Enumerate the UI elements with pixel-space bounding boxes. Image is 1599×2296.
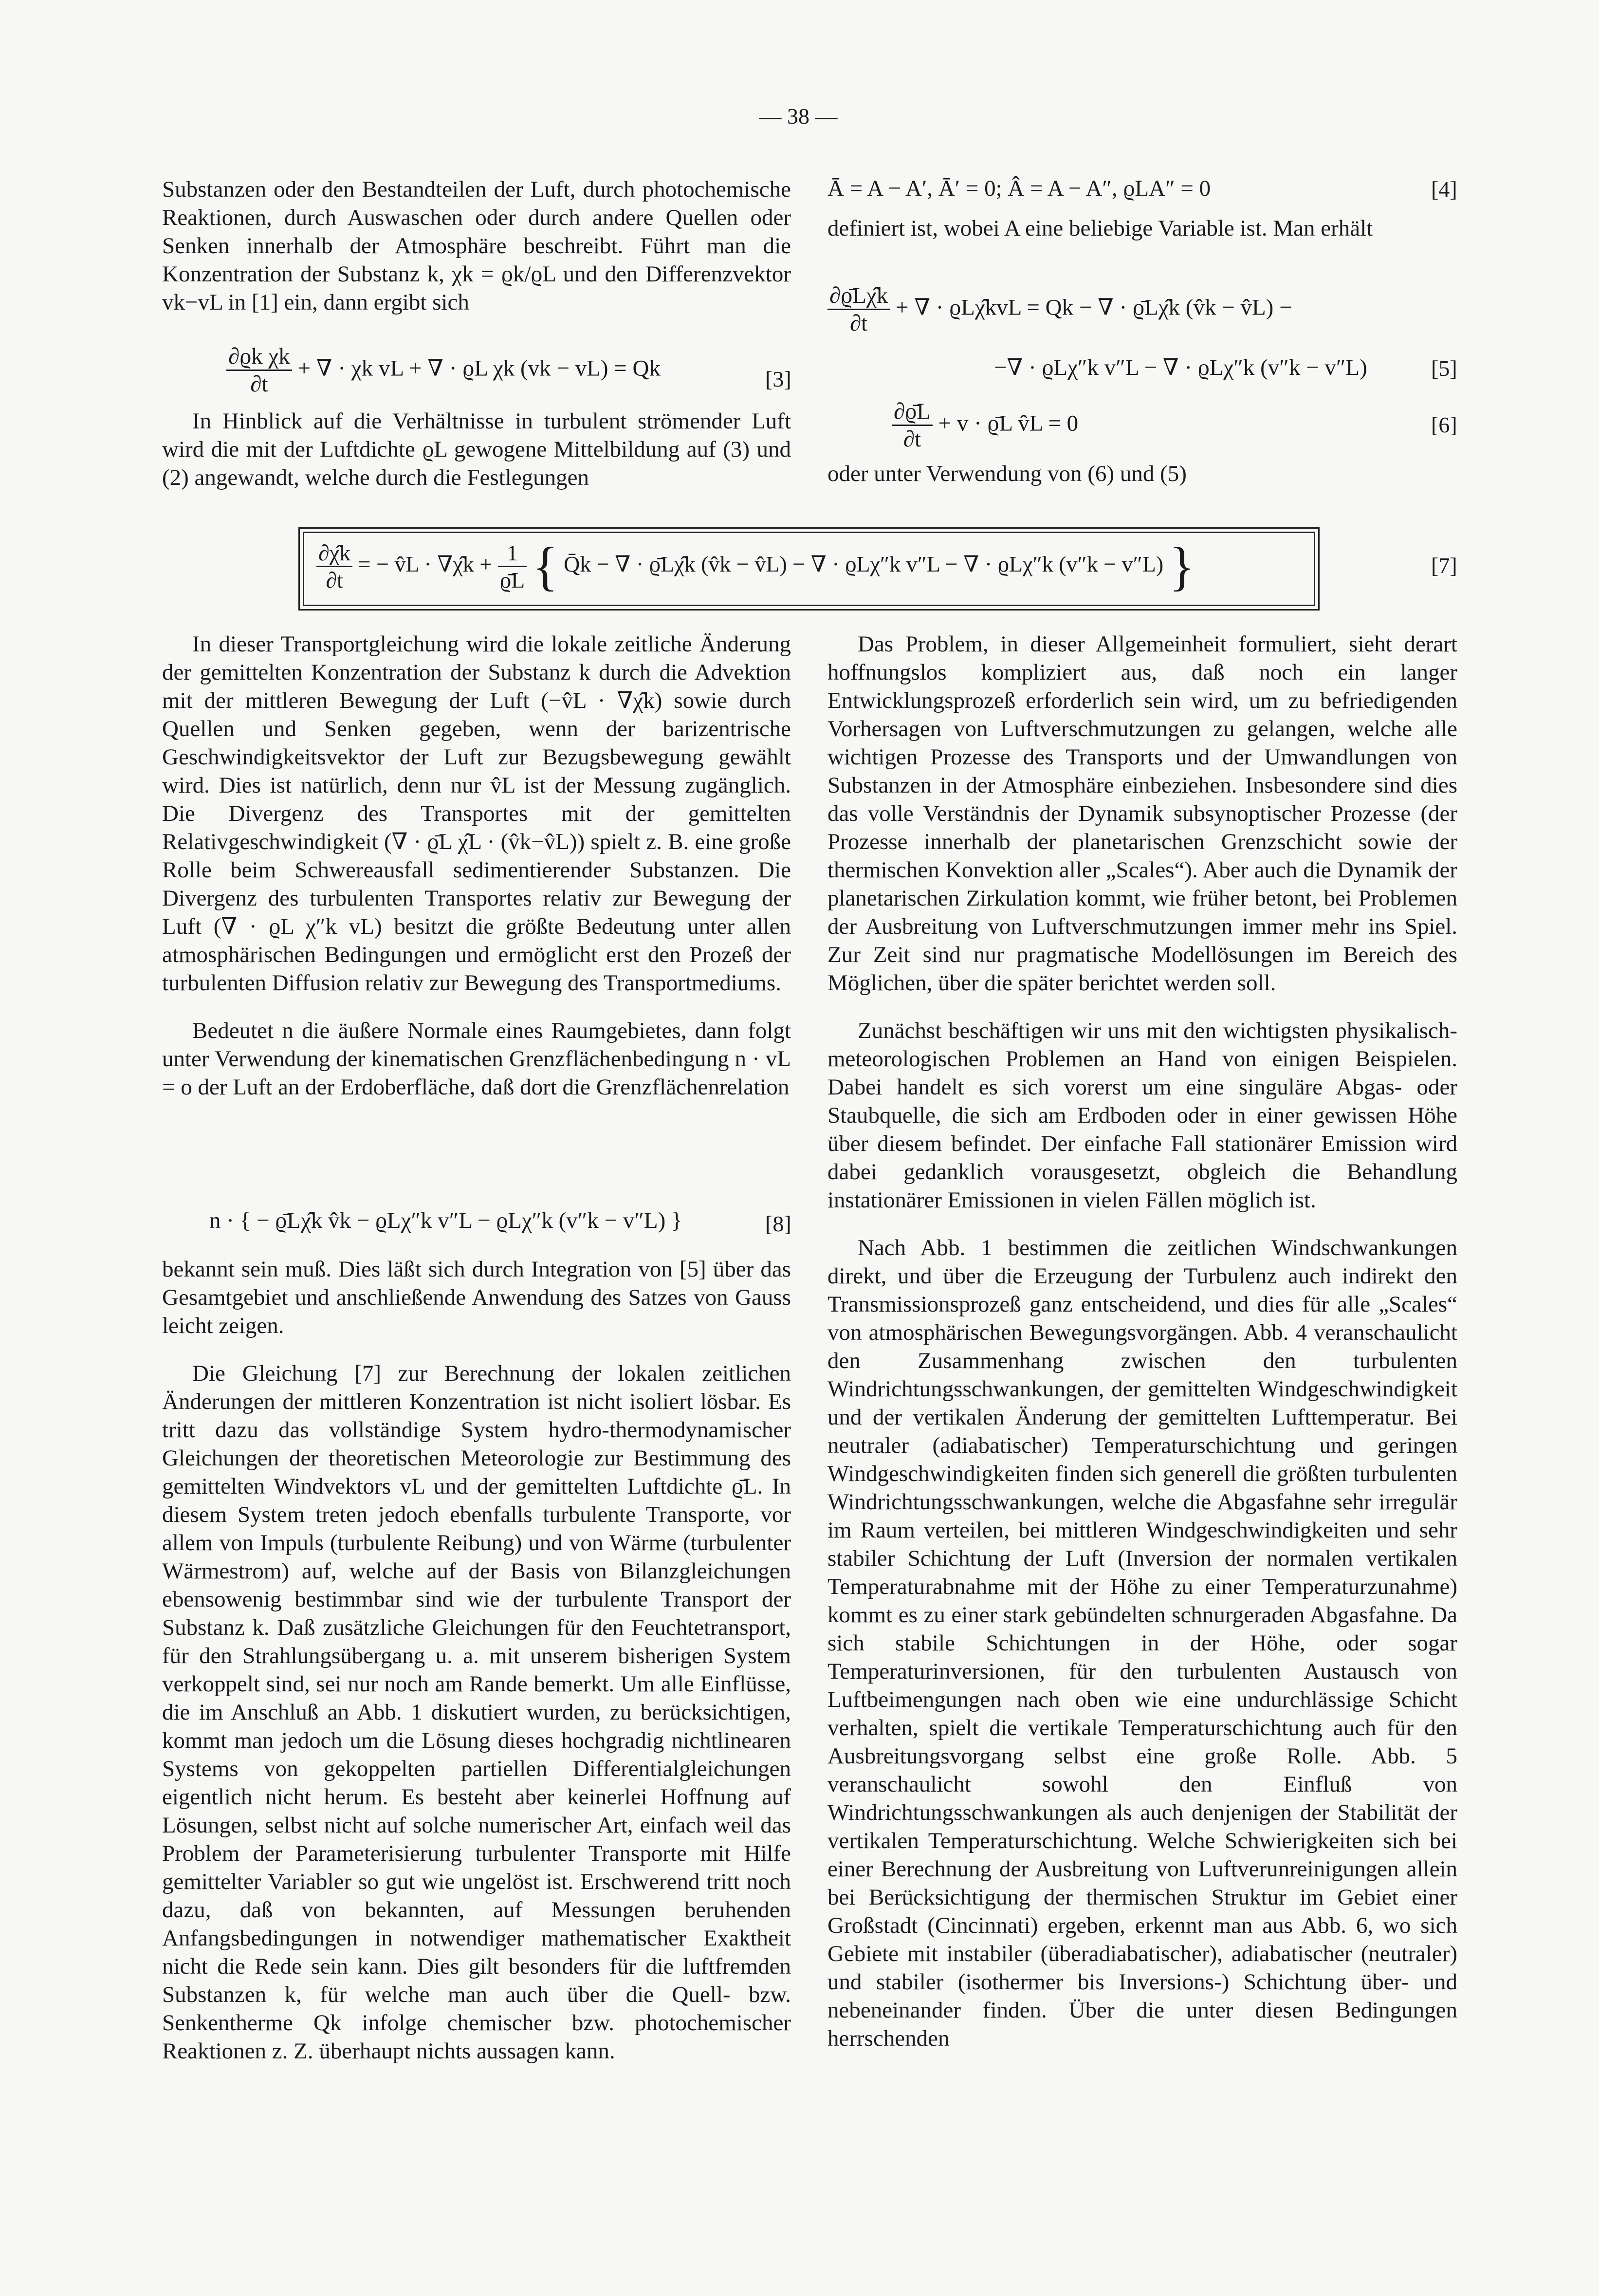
equation-bracket-content: Q̄k − ∇ · ϱ̄Lχ̂k (v̂k − v̂L) − ∇ · ϱLχ″k v″L − ∇ · ϱLχ″k (v″k − v″L) [564, 552, 1164, 577]
right-column-bottom [827, 630, 1457, 2053]
equation-number: [6] [1431, 412, 1457, 437]
right-brace: } [1169, 537, 1195, 596]
right-column-text [827, 460, 1457, 488]
paragraph: Substanzen oder den Bestandteilen der Luft, durch photochemische Reaktionen, durch Auswaschen oder durch andere Quellen oder Senken innerhalb der Atmosphäre beschreibt. Führt man die Konzentration der Substanz k, χk = ϱk/ϱL und den Differenzvektor vk−vL in [1] ein, dann ergibt sich [162, 177, 791, 315]
equation-6 [892, 398, 1078, 452]
left-brace: { [532, 537, 558, 596]
paragraph: Bedeutet n die äußere Normale eines Raumgebietes, dann folgt unter Verwendung der kinematischen Grenzflächenbedingung n · vL = o der Luft an der Erdoberfläche, daß dort die Grenzflächenrelation [162, 1018, 791, 1100]
equation-5-line2: −∇ · ϱLχ″k v″L − ∇ · ϱLχ″k (v″k − v″L) [994, 355, 1367, 380]
paragraph: Die Gleichung [7] zur Berechnung der lokalen zeitlichen Änderungen der mittleren Konzentration ist nicht isoliert lösbar. Es tritt dazu das vollständige System hydro-thermodynamischer Gleichungen der theoretischen Meteorologie zur Bestimmung des gemittelten Windvektors vL und der gemittelten Luftdichte ϱ̄L. In diesem System treten jedoch ebenfalls turbulente Transporte, vor allem von Impuls (turbulente Reibung) und von Wärme (turbulenter Wärmestrom) auf, welche auf der Basis von Bilanzgleichungen ebensowenig bestimmbar sind wie der turbulente Transport der Substanz k. Daß zusätzliche Gleichungen für den Feuchtetransport, für den Strahlungsübergang u. a. mit unserem bisherigen System verkoppelt sind, sei nur noch am Rande bemerkt. Um alle Einflüsse, die im Anschluß an Abb. 1 diskutiert wurden, zu berücksichtigen, kommt man jedoch um die Lösung dieses hochgradig nichtlinearen Systems von gekoppelten partiellen Differentialgleichungen eigentlich nicht herum. Es besteht aber keinerlei Hoffnung auf Lösungen, selbst nicht auf solche numerischer Art, einfach weil das Problem der Parameterisierung turbulenter Transporte mit Hilfe gemittelter Variabler so gut wie ungelöst ist. Erschwerend tritt noch dazu, daß von bekannten, auf Messungen beruhenden Anfangsbedingungen in notwendiger mathematischer Exaktheit nicht die Rede sein kann. Dies gilt besonders für die luftfremden Substanzen k, für welche man auch über die Quell- bzw. Senkentherme Qk infolge chemischer bzw. photochemischer Reaktionen z. Z. überhaupt nichts aussagen kann. [162, 1361, 791, 2064]
paragraph: bekannt sein muß. Dies läßt sich durch Integration von [5] über das Gesamtgebiet und anschließende Anwendung des Satzes von Gauss leicht zeigen. [162, 1257, 791, 1338]
paragraph: In Hinblick auf die Verhältnisse in turbulent strömender Luft wird die mit der Luftdichte ϱL gewogene Mittelbildung auf (3) und (2) angewandt, welche durch die Festlegungen [162, 408, 791, 490]
equation-3 [226, 343, 661, 397]
equation-8: n · { − ϱ̄Lχ̂k v̂k − ϱLχ″k v″L − ϱLχ″k (v″k − v″L) } [209, 1208, 682, 1233]
paragraph: definiert ist, wobei A eine beliebige Variable ist. Man erhält [827, 216, 1373, 241]
fraction: $\frac{1}{ϱ̄L}$ [498, 540, 527, 593]
fraction: $\frac{\text{∂ϱk χk}}{\partial t}$ [226, 343, 292, 397]
left-column-bottom [162, 630, 791, 1101]
left-column-top [162, 175, 791, 316]
equation-body: + v · ϱ̄L v̂L = 0 [938, 410, 1079, 436]
left-column-mid [162, 407, 791, 492]
equation-body: + ∇ · ϱLχ̂kvL = Qk − ∇ · ϱ̄Lχ̂k (v̂k − v̂L) − [895, 295, 1292, 320]
right-column-top [827, 214, 1457, 242]
equation-number: [4] [1431, 177, 1457, 202]
left-column-final [162, 1255, 791, 2065]
paragraph: Zunächst beschäftigen wir uns mit den wichtigsten physikalisch-meteorologischen Problemen an Hand von einigen Beispielen. Dabei handelt es sich vorerst um eine singuläre Abgas- oder Staubquelle, die sich am Erdboden oder in einer gewissen Höhe über diesem befindet. Der einfache Fall stationärer Emission wird dabei gedanklich vorausgesetzt, obgleich die Behandlung instationärer Emissionen in vielen Fällen möglich ist. [827, 1018, 1457, 1213]
fraction: $\frac{\partial ϱ̄L}{\partial t}$ [892, 398, 933, 452]
equation-number: [7] [1431, 553, 1457, 578]
equation-body: = − v̂L · ∇χ̂k + [358, 552, 493, 577]
fraction: $\frac{\partial ϱ̄L\chîk}{\partial t}$ [827, 282, 890, 336]
paragraph: Das Problem, in dieser Allgemeinheit formuliert, sieht derart hoffnungslos kompliziert aus, daß noch ein langer Entwicklungsprozeß erforderlich sein wird, um zu befriedigenden Vorhersagen von Luftverschmutzungen zu gelangen, welche alle wichtigen Prozesse des Transports und der Umwandlungen von Substanzen in der Atmosphäre einbeziehen. Insbesondere sind dies das volle Verständnis der Dynamik subsynoptischer Prozesse (der Prozesse innerhalb der planetarischen Grenzschicht sowie der thermischen Konvektion aller „Scales“). Aber auch die Dynamik der planetarischen Zirkulation kommt, wie früher betont, bei Problemen der Ausbreitung von Luftverschmutzungen immer mehr ins Spiel. Zur Zeit sind nur pragmatische Modellösungen im Bereich des Möglichen, über die später berichtet werden soll. [827, 631, 1457, 996]
paragraph: oder unter Verwendung von (6) und (5) [827, 461, 1187, 486]
fraction: $\frac{\partial\chîk}{\partial t}$ [316, 540, 352, 593]
equation-number: [5] [1431, 356, 1457, 381]
page-number: — 38 — [759, 104, 838, 129]
paragraph: In dieser Transportgleichung wird die lokale zeitliche Änderung der gemittelten Konzentration der Substanz k durch die Advektion mit der mittleren Bewegung der Luft (−v̂L · ∇χ̂k) sowie durch Quellen und Senken gegeben, wenn der barizentrische Geschwindigkeitsvektor der Luft zur Bezugsbewegung gewählt wird. Dies ist natürlich, denn nur v̂L ist der Messung zugänglich. Die Divergenz des Transportes mit der gemittelten Relativgeschwindigkeit (∇ · ϱ̄L χ̂L · (v̂k−v̂L)) spielt z. B. eine große Rolle beim Schwereausfall sedimentierender Substanzen. Die Divergenz des turbulenten Transportes relativ zur Bewegung der Luft (∇ · ϱL χ″k vL) besitzt die größte Bedeutung unter allen atmosphärischen Bedingungen und ermöglicht erst den Prozeß der turbulenten Diffusion relativ zur Bewegung des Transportmediums. [162, 631, 791, 996]
equation-4: Ā = A − A′, Ā′ = 0; Â = A − A″, ϱLA″ = 0 [827, 176, 1211, 201]
equation-number: [8] [765, 1211, 791, 1236]
paragraph: Nach Abb. 1 bestimmen die zeitlichen Windschwankungen direkt, und über die Erzeugung der Turbulenz auch indirekt den Transmissionsprozeß ganz entscheidend, und dies für alle „Scales“ von atmosphärischen Bewegungsvorgängen. Abb. 4 veranschaulicht den Zusammenhang zwischen den turbulenten Windrichtungsschwankungen, der gemittelten Windgeschwindigkeit und der vertikalen Änderung der gemittelten Lufttemperatur. Bei neutraler (adiabatischer) Temperaturschichtung und geringen Windgeschwindigkeiten finden sich generell die größten turbulenten Windrichtungsschwankungen, welche die Abgasfahne sehr irregulär im Raum verteilen, bei mittleren Windgeschwindigkeiten und sehr stabiler Schichtung der Luft (Inversion der normalen vertikalen Temperaturabnahme mit der Höhe zu einer Temperaturzunahme) kommt es zu einer stark gebündelten schnurgeraden Abgasfahne. Da sich stabile Schichtungen in der Höhe, oder sogar Temperaturinversionen, für den turbulenten Austausch von Luftbeimengungen nach oben wie eine undurchlässige Schicht verhalten, spielt die vertikale Temperaturschichtung auch für den Ausbreitungsvorgang selbst eine große Rolle. Abb. 5 veranschaulicht sowohl den Einfluß von Windrichtungsschwankungen als auch denjenigen der Stabilität der vertikalen Temperaturschichtung. Welche Schwierigkeiten sich bei einer Berechnung der Ausbreitung von Luftverunreinigungen allein bei Berücksichtigung der thermischen Struktur im Gebiet einer Großstadt (Cincinnati) ergeben, erkennt man aus Abb. 6, wo sich Gebiete mit instabiler (überadiabatischer), adiabatischer (neutraler) und stabiler (isothermer bis Inversions-) Schichtung über- und nebeneinander finden. Über die unter diesen Bedingungen herrschenden [827, 1235, 1457, 2051]
equation-7 [316, 536, 1195, 597]
equation-number: [3] [765, 367, 791, 391]
equation-body: + ∇ · χk vL + ∇ · ϱL χk (vk − vL) = Qk [297, 355, 661, 381]
equation-5-line1 [827, 282, 1292, 336]
